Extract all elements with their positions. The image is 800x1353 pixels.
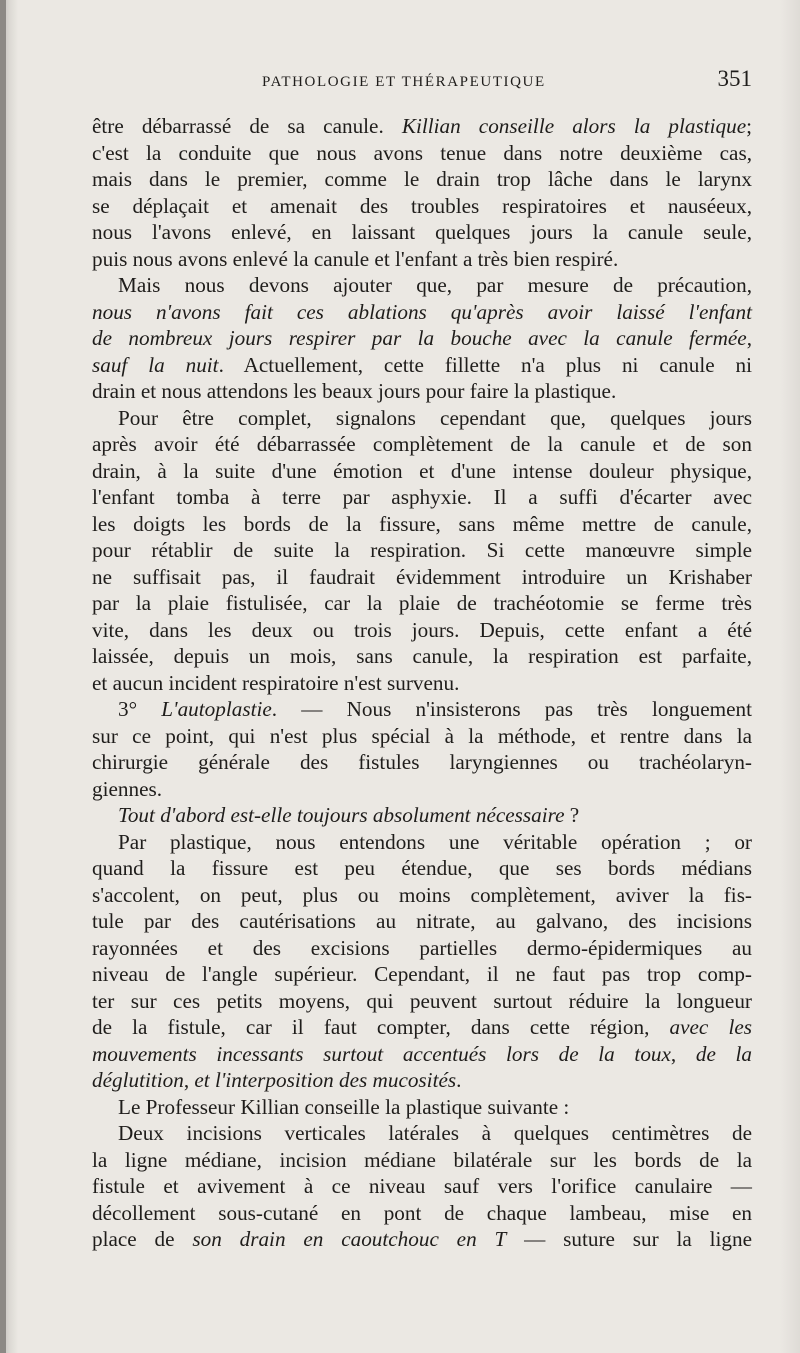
italic-segment: déglutition bbox=[92, 1068, 184, 1092]
text-line bbox=[92, 670, 752, 697]
italic-segment: Tout d'abord est-elle toujours absolument nécessaire bbox=[118, 803, 565, 827]
text-line bbox=[92, 272, 752, 299]
text-line bbox=[92, 961, 752, 988]
text-line bbox=[92, 537, 752, 564]
text-line bbox=[92, 988, 752, 1015]
text-segment: place de bbox=[92, 1227, 193, 1251]
italic-segment: sauf la nuit bbox=[92, 352, 219, 377]
text-segment: laissée, depuis un mois, sans canule, la respiration est parfaite, bbox=[92, 644, 752, 668]
text-line bbox=[92, 882, 752, 909]
italic-segment: avec les bbox=[669, 1015, 753, 1039]
text-line bbox=[92, 140, 752, 167]
text-segment: puis nous avons enlevé la canule et l'enfant a très bien respiré. bbox=[92, 246, 619, 271]
text-segment: de la fistule, car il faut compter, dans cette région, bbox=[92, 1015, 670, 1039]
text-segment: ne suffisait pas, il faudrait évidemment introduire un Krishaber bbox=[92, 564, 752, 589]
running-head: PATHOLOGIE ET THÉRAPEUTIQUE bbox=[262, 74, 546, 90]
text-segment: les doigts les bords de la fissure, sans même mettre de canule, bbox=[92, 511, 752, 536]
text-line bbox=[92, 113, 752, 140]
text-segment: , bbox=[670, 1041, 696, 1066]
text-segment: c'est la conduite que nous avons tenue dans notre deuxième cas, bbox=[92, 140, 752, 165]
text-segment: décollement sous-cutané en pont de chaque lambeau, mise en bbox=[92, 1200, 752, 1225]
text-segment: Le Professeur Killian conseille la plastique suivante : bbox=[118, 1094, 570, 1119]
text-line bbox=[92, 1120, 752, 1147]
text-segment: Deux incisions verticales latérales à quelques centimètres de bbox=[118, 1121, 752, 1145]
text-segment: après avoir été débarrassée complètement de la canule et de son bbox=[92, 432, 752, 456]
text-segment: , bbox=[183, 1068, 195, 1092]
text-segment: giennes. bbox=[92, 776, 163, 801]
text-segment: sur ce point, qui n'est plus spécial à la méthode, et rentre dans la bbox=[92, 723, 752, 748]
text-segment: Pour être complet, signalons cependant que, quelques jours bbox=[118, 405, 752, 430]
text-line bbox=[92, 193, 752, 220]
text-line bbox=[92, 908, 752, 935]
page-number: 351 bbox=[717, 66, 752, 91]
text-segment: drain et nous attendons les beaux jours pour faire la plastique. bbox=[92, 379, 617, 403]
text-segment: la ligne médiane, incision médiane bilatérale sur les bords de la bbox=[92, 1147, 752, 1172]
text-segment: ; bbox=[746, 114, 752, 138]
text-line bbox=[92, 643, 752, 670]
text-segment: ? bbox=[564, 803, 580, 827]
text-line bbox=[92, 696, 752, 723]
text-line bbox=[92, 1200, 752, 1227]
text-segment: être débarrassé de sa canule. bbox=[92, 114, 402, 138]
text-line bbox=[92, 776, 752, 803]
italic-segment: et l'interposition des mucosités bbox=[194, 1068, 457, 1092]
text-segment: niveau de l'angle supérieur. Cependant, il ne faut pas trop comp- bbox=[92, 962, 752, 986]
italic-segment: son drain en caoutchouc en T bbox=[192, 1227, 507, 1251]
text-segment: nous l'avons enlevé, en laissant quelques jours la canule seule, bbox=[92, 220, 752, 244]
text-segment: l'enfant tomba à terre par asphyxie. Il a suffi d'écarter avec bbox=[92, 485, 752, 509]
italic-segment: nous n'avons fait ces ablations qu'après avoir laissé l'enfant bbox=[92, 299, 752, 324]
text-segment: rayonnées et des excisions partielles dermo-épidermiques au bbox=[92, 935, 752, 960]
text-segment: . — Nous n'insisterons pas très longuement bbox=[271, 697, 752, 721]
text-line bbox=[92, 749, 752, 776]
text-line bbox=[92, 299, 752, 326]
text-line bbox=[92, 935, 752, 962]
text-line bbox=[92, 1173, 752, 1200]
text-line bbox=[92, 484, 752, 511]
text-segment: se déplaçait et amenait des troubles respiratoires et nauséeux, bbox=[92, 193, 752, 218]
page-spine-edge bbox=[0, 0, 6, 1353]
text-line bbox=[92, 1226, 752, 1253]
italic-segment: mouvements incessants surtout accentués lors de la toux bbox=[92, 1041, 671, 1066]
text-line bbox=[92, 325, 752, 352]
text-line bbox=[92, 829, 752, 856]
text-segment: et aucun incident respiratoire n'est survenu. bbox=[92, 670, 460, 695]
text-segment: quand la fissure est peu étendue, que ses bords médians bbox=[92, 856, 752, 880]
text-line bbox=[92, 855, 752, 882]
text-segment: Par plastique, nous entendons une véritable opération ; or bbox=[118, 829, 752, 854]
text-line bbox=[92, 352, 752, 379]
text-segment: pour rétablir de suite la respiration. Si cette manœuvre simple bbox=[92, 538, 752, 562]
text-segment: chirurgie générale des fistules laryngiennes ou trachéolaryn- bbox=[92, 750, 752, 774]
text-segment: s'accolent, on peut, plus ou moins complètement, aviver la fis- bbox=[92, 882, 752, 907]
text-line bbox=[92, 405, 752, 432]
text-line bbox=[92, 617, 752, 644]
text-line bbox=[92, 1147, 752, 1174]
text-segment: drain, à la suite d'une émotion et d'une intense douleur physique, bbox=[92, 458, 752, 483]
text-segment: 3° bbox=[118, 697, 162, 721]
text-segment: mais dans le premier, comme le drain trop lâche dans le larynx bbox=[92, 167, 752, 191]
italic-segment: Killian conseille alors la plastique bbox=[401, 114, 747, 138]
text-line bbox=[92, 431, 752, 458]
text-segment: . Actuellement, cette fillette n'a plus ni canule ni bbox=[218, 352, 753, 377]
text-line bbox=[92, 246, 752, 273]
text-segment: tule par des cautérisations au nitrate, au galvano, des incisions bbox=[92, 909, 752, 933]
page-header bbox=[92, 66, 752, 102]
text-segment: , bbox=[746, 326, 752, 350]
text-line bbox=[92, 1094, 752, 1121]
text-line bbox=[92, 1014, 752, 1041]
text-line bbox=[92, 219, 752, 246]
text-segment: . bbox=[456, 1068, 462, 1092]
text-segment: fistule et avivement à ce niveau sauf vers l'orifice canulaire — bbox=[92, 1174, 752, 1198]
text-line bbox=[92, 723, 752, 750]
text-line bbox=[92, 590, 752, 617]
italic-segment: de la bbox=[695, 1041, 753, 1066]
text-line bbox=[92, 1067, 752, 1094]
text-segment: Mais nous devons ajouter que, par mesure de précaution, bbox=[118, 273, 752, 297]
body-text bbox=[92, 113, 752, 1253]
text-line bbox=[92, 458, 752, 485]
text-line bbox=[92, 511, 752, 538]
text-segment: — suture sur la ligne bbox=[506, 1227, 752, 1251]
text-line bbox=[92, 166, 752, 193]
text-segment: par la plaie fistulisée, car la plaie de trachéotomie se ferme très bbox=[92, 591, 752, 615]
text-line bbox=[92, 378, 752, 405]
text-line bbox=[92, 1041, 752, 1068]
text-segment: vite, dans les deux ou trois jours. Depuis, cette enfant a été bbox=[92, 617, 752, 642]
text-segment: ter sur ces petits moyens, qui peuvent surtout réduire la longueur bbox=[92, 988, 752, 1013]
text-line bbox=[92, 802, 752, 829]
italic-segment: L'autoplastie bbox=[161, 697, 272, 721]
text-line bbox=[92, 564, 752, 591]
italic-segment: de nombreux jours respirer par la bouche avec la canule fermée bbox=[92, 326, 747, 350]
